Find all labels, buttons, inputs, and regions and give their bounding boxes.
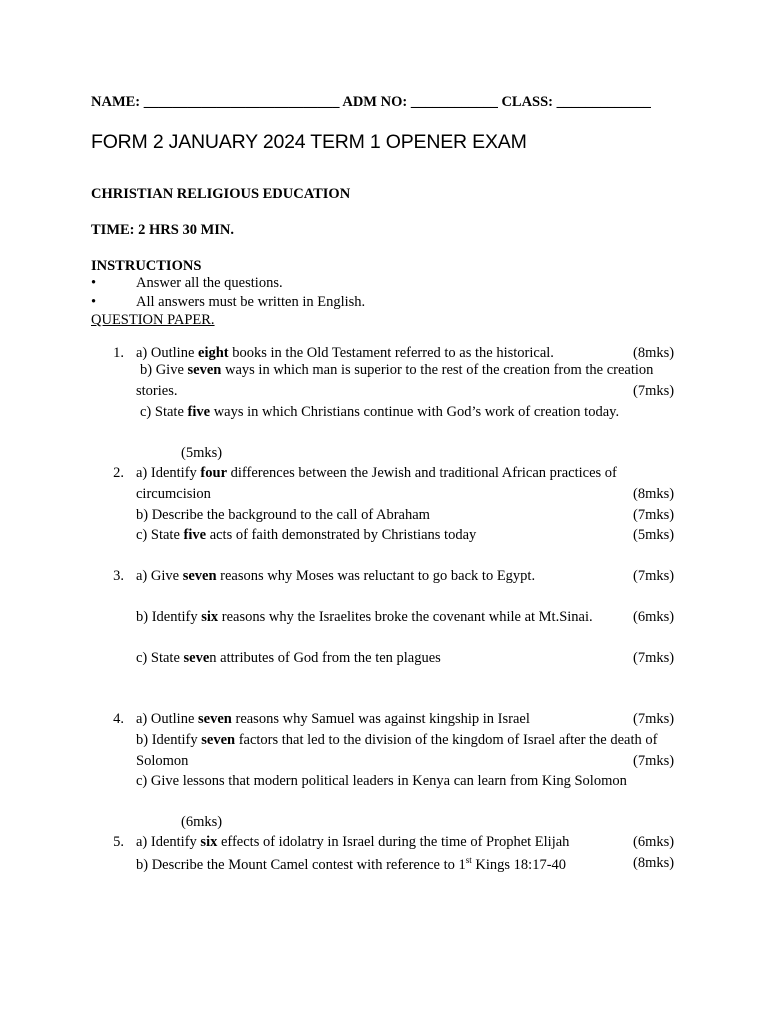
marks: (8mks) xyxy=(633,855,675,871)
name-label: NAME: xyxy=(91,94,141,110)
question-part: b) Give seven ways in which man is superior to the rest of the creation from the creation xyxy=(140,362,654,378)
class-blank: _____________ xyxy=(556,94,651,110)
marks: (7mks) xyxy=(633,711,675,727)
marks: (7mks) xyxy=(633,507,675,523)
question-part: b) Describe the background to the call of Abraham xyxy=(136,507,430,523)
question-number: 4. xyxy=(113,711,124,727)
question-number: 1. xyxy=(113,345,124,361)
marks: (7mks) xyxy=(633,753,675,769)
question-part-continuation: Solomon xyxy=(136,753,189,769)
question-part: b) Describe the Mount Camel contest with reference to 1st Kings 18:17-40 xyxy=(136,855,567,873)
marks: (7mks) xyxy=(633,383,675,399)
question-part: a) Give seven reasons why Moses was reluctant to go back to Egypt. xyxy=(136,568,536,584)
exam-title: FORM 2 JANUARY 2024 TERM 1 OPENER EXAM xyxy=(91,131,527,153)
marks: (6mks) xyxy=(633,834,675,850)
question-part: b) Identify six reasons why the Israelites broke the covenant while at Mt.Sinai. xyxy=(136,609,593,625)
question-number: 3. xyxy=(113,568,124,584)
question-part-continuation: stories. xyxy=(136,383,178,399)
question-part: a) Outline seven reasons why Samuel was against kingship in Israel xyxy=(136,711,530,727)
marks: (8mks) xyxy=(633,345,675,361)
question-number: 5. xyxy=(113,834,124,850)
question-part: c) Give lessons that modern political leaders in Kenya can learn from King Solomon xyxy=(136,773,627,789)
question-number: 2. xyxy=(113,465,124,481)
question-part-continuation: circumcision xyxy=(136,486,211,502)
subject-heading: CHRISTIAN RELIGIOUS EDUCATION xyxy=(91,186,351,202)
adm-no-blank: ____________ xyxy=(410,94,498,110)
marks: (6mks) xyxy=(181,814,223,830)
name-blank: ___________________________ xyxy=(143,94,340,110)
marks: (7mks) xyxy=(633,568,675,584)
time-allowed: TIME: 2 HRS 30 MIN. xyxy=(91,222,234,238)
question-part: a) Identify four differences between the Jewish and traditional African practices of xyxy=(136,465,617,481)
question-paper-label: QUESTION PAPER. xyxy=(91,312,215,328)
question-part: a) Outline eight books in the Old Testament referred to as the historical. xyxy=(136,345,554,361)
marks: (6mks) xyxy=(633,609,675,625)
instruction-item: All answers must be written in English. xyxy=(136,294,366,310)
adm-no-label: ADM NO: xyxy=(342,94,408,110)
instruction-bullet: • xyxy=(91,275,97,291)
question-part: a) Identify six effects of idolatry in Israel during the time of Prophet Elijah xyxy=(136,834,570,850)
class-label: CLASS: xyxy=(501,94,554,110)
question-part: b) Identify seven factors that led to the division of the kingdom of Israel after the death of xyxy=(136,732,658,748)
marks: (5mks) xyxy=(633,527,675,543)
student-details-line xyxy=(91,94,651,111)
instruction-item: Answer all the questions. xyxy=(136,275,283,291)
marks: (7mks) xyxy=(633,650,675,666)
marks: (8mks) xyxy=(633,486,675,502)
question-part: c) State seven attributes of God from the ten plagues xyxy=(136,650,441,666)
instructions-heading: INSTRUCTIONS xyxy=(91,258,202,274)
marks: (5mks) xyxy=(181,445,223,461)
question-part: c) State five ways in which Christians continue with God’s work of creation today. xyxy=(140,404,620,420)
instruction-bullet: • xyxy=(91,294,97,310)
question-part: c) State five acts of faith demonstrated by Christians today xyxy=(136,527,477,543)
